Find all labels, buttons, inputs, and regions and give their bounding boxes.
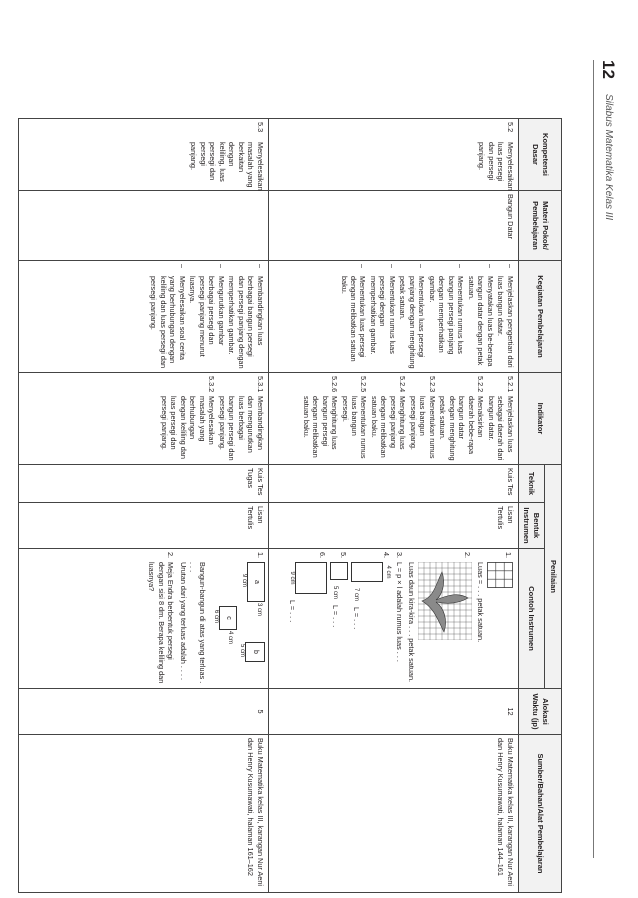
kegiatan-cell: – Membandingkan luas berbagai bangun persegi dan persegi panjang dengan memperhatikan gambar. – Mengurutkan gambar berbagai persegi dan persegi panjang menurut luasnya. – Menyelesaikan soal cerita yang berhubungan dengan keliling dan luas persegi dan persegi panjang. [18,261,268,373]
dimension-label: 5 cm [332,586,339,600]
header-indikator: Indikator [518,373,561,465]
indikator-number: 5.2.6 [330,376,340,393]
indikator-text: Menentukan rumus luas bangun persegi panjang. [408,396,437,459]
shape-label: a [252,580,260,584]
kegiatan-item: Menyelesaikan soal cerita yang berhubungan dengan keliling dan luas persegi dan persegi panjang. [149,276,187,369]
kegiatan-cell: – Menjelaskan pengertian dari luas bangun datar. – Menyatakan luas be-berapa bangun datar dengan petak satuan. – Menentukan rumus luas bangun persegi panjang dengan memperhatikan gambar. – Menentukan luas persegi panjang dengan menghitung petak satuan. – Menentukan rumus luas persegi dengan memperhatikan gambar. – Menentukan luas persegi dengan melibatkan satuan baku. [268,261,518,373]
indikator-number: 5.2.5 [359,376,369,393]
syllabus-table [18,118,562,893]
sumber-cell: Buku Matematika kelas III, karangan Nur Aeni dan Henry Kusumawati, halaman 144–161 [268,735,518,893]
kegiatan-item: Menyatakan luas be-berapa bangun datar dengan petak satuan. [466,276,495,367]
shape-label: b [251,650,259,654]
header-materi: Materi Pokok/ Pembelajaran [518,191,561,261]
kegiatan-item: Menentukan luas persegi dengan melibatkan satuan baku. [339,276,368,362]
example-number: 2. [166,552,176,559]
indikator-text: Menjelaskan luas sebagai daerah dari bangun datar. [486,396,515,461]
example-text: Meja Endra berbentuk persegi dengan sisi 8 dm. Berapa keliling dan luasnya? [147,562,176,684]
materi-cell: Bangun Datar [268,191,518,261]
indikator-cell [268,373,518,465]
indikator-text: Menentukan rumus luas bangun persegi. [340,396,369,459]
kompetensi-text: Menyelesaikan masalah yang berkaitan dengan keliling, luas persegi dan persegi panjang. [189,142,265,191]
shape-label: c [224,616,232,620]
example-number: 2. [463,552,473,559]
kompetensi-number: 5.2 [505,122,515,133]
page-number: 12 [599,60,618,79]
example-text: Luas daun kira-kira . . . petak satuan. [407,562,417,683]
indikator-text: Menaksirkan daerah bebe-rapa bangun datar dengan menghitung petak satuan. [438,396,486,461]
area-answer: L = . . . [288,600,298,623]
dimension-label: 9 cm [289,571,296,585]
kompetensi-cell [268,119,518,191]
square-figure [331,562,349,580]
contoh-cell [268,549,518,689]
kegiatan-item: Menentukan luas persegi panjang dengan menghitung petak satuan. [398,276,427,369]
leaf-grid-figure [418,562,472,640]
kompetensi-text: Menyelesaikan luas persegi dan persegi panjang. [477,142,515,191]
shape-b [245,642,265,662]
shape-c [219,606,237,630]
dimension-label: 3 cm [255,603,262,617]
indikator-number: 5.2.2 [476,376,486,393]
teknik-cell: Kuis Tes Tugas [18,465,268,503]
kegiatan-item: Membandingkan luas berbagai bangun persegi dan persegi panjang dengan memperhatikan gambar. [227,276,265,369]
dimension-label: 4 cm [226,631,233,645]
kegiatan-item: Mengurutkan gambar berbagai persegi dan persegi panjang menurut luasnya. [188,276,226,357]
grid-square-figure [487,562,513,588]
dimension-label: 4 cm [385,565,392,579]
example-number: 3. [394,552,404,559]
example-number: 5. [339,552,349,559]
indikator-text: Menghitung luas bangun persegi dengan melibatkan satuan baku. [301,396,340,458]
kompetensi-cell [18,119,268,191]
alokasi-cell: 5 [18,689,268,735]
table-row [18,119,268,893]
kompetensi-number: 5.3 [255,122,265,133]
example-number: 6. [318,552,328,559]
header-contoh: Contoh Instrumen [518,549,545,689]
bentuk-cell: Lisan Tertulis [18,503,268,549]
header-alokasi: Alokasi Waktu (jp) [518,689,561,735]
header-bentuk: Bentuk Instrumen [518,503,545,549]
header-teknik: Teknik [518,465,545,503]
kegiatan-item: Menentukan rumus luas persegi dengan memperhatikan gambar. [368,276,397,355]
rectangle-figure [352,562,384,582]
contoh-cell [18,549,268,689]
dimension-label: 5 cm [238,644,245,658]
indikator-text: Menghitung luas persegi panjang dengan melibatkan satuan baku. [369,396,408,458]
sumber-cell: Buku Matematika kelas III, karangan Nur Aeni dan Henry Kusumawati, halaman 161–162 [18,735,268,893]
indikator-number: 5.3.2 [207,376,217,393]
example-number: 1. [503,552,513,559]
example-text: L = p × l adalah rumus luas . . . [394,562,404,662]
bentuk-cell: Lisan Tertulis [268,503,518,549]
area-answer: L = . . . [330,605,340,628]
indikator-text: Membandingkan dan mengurutkan luas berbagai bangun persegi dan persegi panjang. [217,396,265,461]
indikator-number: 5.2.3 [427,376,437,393]
header-penilaian: Penilaian [545,465,562,689]
shapes-figure [207,562,265,680]
header-sumber: Sumber/Bahan/Alat Pembelajaran [518,735,561,893]
example-text: Urutan dari yang terluas adalah . . . . [178,562,188,681]
indikator-cell [18,373,268,465]
dimension-label: 7 cm [353,588,360,602]
table-row [268,119,518,893]
example-text: Luas = . . . petak satuan. [475,562,485,643]
indikator-number: 5.3.1 [255,376,265,393]
header-kompetensi: Kompetensi Dasar [518,119,561,191]
kegiatan-item: Menentukan rumus luas bangun persegi panjang dengan memperhatikan gambar. [427,276,466,355]
indikator-number: 5.2.4 [398,376,408,393]
book-title: Silabus Matematika Kelas III [603,94,614,221]
example-number: 1. [255,552,265,559]
header-kegiatan: Kegiatan Pembelajaran [518,261,561,373]
square-figure [296,562,328,594]
example-number: 4. [382,552,392,559]
page-header [596,60,618,860]
dimension-label: 6 cm [212,610,219,624]
example-text: Bangun-bangun di atas yang terluas . . . . [188,562,207,684]
materi-cell [18,191,268,261]
indikator-number: 5.2.1 [505,376,515,393]
area-answer: L = . . . [351,607,361,630]
dimension-label: 9 cm [240,574,247,588]
shape-a [247,562,265,602]
header-divider [593,60,594,858]
alokasi-cell: 12 [268,689,518,735]
indikator-text: Menyelesaikan masalah yang berhubungan dengan keliling dan luas persegi dan persegi panjang. [159,396,217,459]
teknik-cell: Kuis Tes [268,465,518,503]
kegiatan-item: Menjelaskan pengertian dari luas bangun datar. [496,276,515,368]
